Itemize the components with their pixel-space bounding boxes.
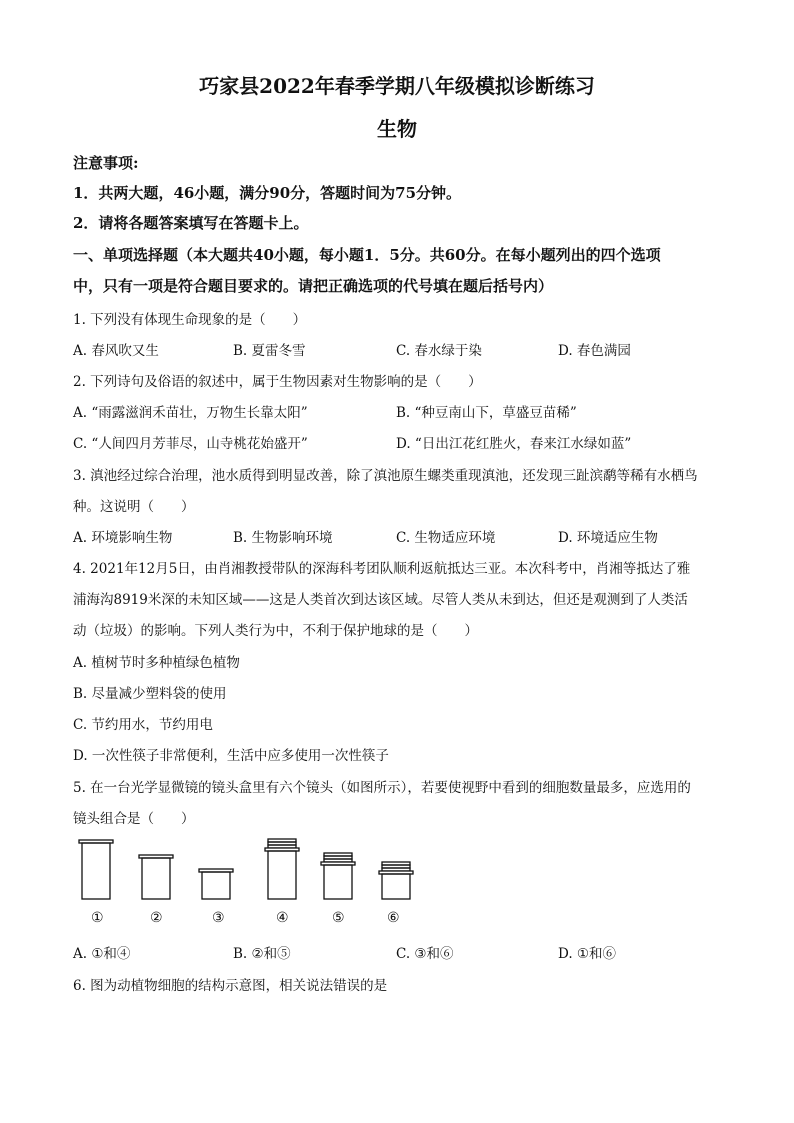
question-1-option-d: D. 春色满园: [558, 343, 631, 359]
lens-2: [139, 855, 173, 899]
lens-label-4: ④: [276, 910, 289, 926]
question-4-stem-line-3: 动（垃圾）的影响。下列人类行为中，不利于保护地球的是（ ）: [73, 623, 478, 639]
question-3-option-d: D. 环境适应生物: [558, 530, 658, 546]
question-2-option-a: A. “雨露滋润禾苗壮，万物生长靠太阳”: [73, 405, 308, 421]
question-5-option-d: D. ①和⑥: [558, 946, 617, 962]
section-heading-line-1: 一、单项选择题（本大题共40小题，每小题1．5分。共60分。在每小题列出的四个选项: [73, 246, 661, 264]
question-5-stem-line-2: 镜头组合是（ ）: [73, 811, 195, 827]
notes-heading: 注意事项:: [73, 154, 139, 172]
question-4-stem-line-1: 4. 2021年12月5日，由肖湘教授带队的深海科考团队顺利返航抵达三亚。本次科考中，肖湘等抵达了雅: [73, 561, 691, 577]
note-item-1: 1．共两大题，46小题，满分90分，答题时间为75分钟。: [73, 184, 462, 202]
question-4-option-a: A. 植树节时多种植绿色植物: [73, 655, 240, 671]
lens-label-5: ⑤: [332, 910, 345, 926]
question-3-stem-line-2: 种。这说明（ ）: [73, 499, 195, 515]
question-2-option-c: C. “人间四月芳菲尽，山寺桃花始盛开”: [73, 436, 308, 452]
lens-3: [199, 869, 233, 899]
question-2-stem: 2. 下列诗句及俗语的叙述中，属于生物因素对生物影响的是（ ）: [73, 374, 482, 390]
question-5-option-b: B. ②和⑤: [233, 946, 291, 962]
lens-1: [79, 840, 113, 899]
question-3-option-a: A. 环境影响生物: [73, 530, 173, 546]
question-3-option-c: C. 生物适应环境: [396, 530, 496, 546]
question-4-option-c: C. 节约用水，节约用电: [73, 717, 213, 733]
lens-label-1: ①: [91, 910, 104, 926]
question-5-option-c: C. ③和⑥: [396, 946, 454, 962]
question-2-option-b: B. “种豆南山下，草盛豆苗稀”: [396, 405, 577, 421]
lens-5: [321, 853, 355, 899]
question-4-stem-line-2: 浦海沟8919米深的未知区域——这是人类首次到达该区域。尽管人类从未到达，但还是观测到了人类活: [73, 592, 688, 608]
subject-title: 生物: [377, 117, 417, 141]
question-5-stem-line-1: 5. 在一台光学显微镜的镜头盒里有六个镜头（如图所示），若要使视野中看到的细胞数量最多，应选用的: [73, 780, 691, 796]
lens-label-2: ②: [150, 910, 163, 926]
lens-6: [379, 862, 413, 899]
question-4-option-d: D. 一次性筷子非常便利，生活中应多使用一次性筷子: [73, 748, 389, 764]
question-1-option-b: B. 夏雷冬雪: [233, 343, 306, 359]
question-1-option-a: A. 春风吹又生: [73, 343, 159, 359]
microscope-lenses-figure: [70, 836, 430, 932]
question-5-option-a: A. ①和④: [73, 946, 131, 962]
section-heading-line-2: 中，只有一项是符合题目要求的。请把正确选项的代号填在题后括号内）: [73, 277, 554, 295]
lens-4: [265, 839, 299, 899]
question-1-option-c: C. 春水绿于染: [396, 343, 482, 359]
lens-label-6: ⑥: [387, 910, 400, 926]
question-3-option-b: B. 生物影响环境: [233, 530, 333, 546]
note-item-2: 2．请将各题答案填写在答题卡上。: [73, 214, 309, 232]
question-1-stem: 1. 下列没有体现生命现象的是（ ）: [73, 312, 307, 328]
lens-label-3: ③: [212, 910, 225, 926]
question-3-stem-line-1: 3. 滇池经过综合治理，池水质得到明显改善，除了滇池原生螺类重现滇池，还发现三趾滨鹬等稀有水栖鸟: [73, 468, 698, 484]
page-title: 巧家县2022年春季学期八年级模拟诊断练习: [199, 74, 595, 98]
question-2-option-d: D. “日出江花红胜火，春来江水绿如蓝”: [396, 436, 632, 452]
question-4-option-b: B. 尽量减少塑料袋的使用: [73, 686, 227, 702]
question-6-stem: 6. 图为动植物细胞的结构示意图，相关说法错误的是: [73, 978, 388, 994]
